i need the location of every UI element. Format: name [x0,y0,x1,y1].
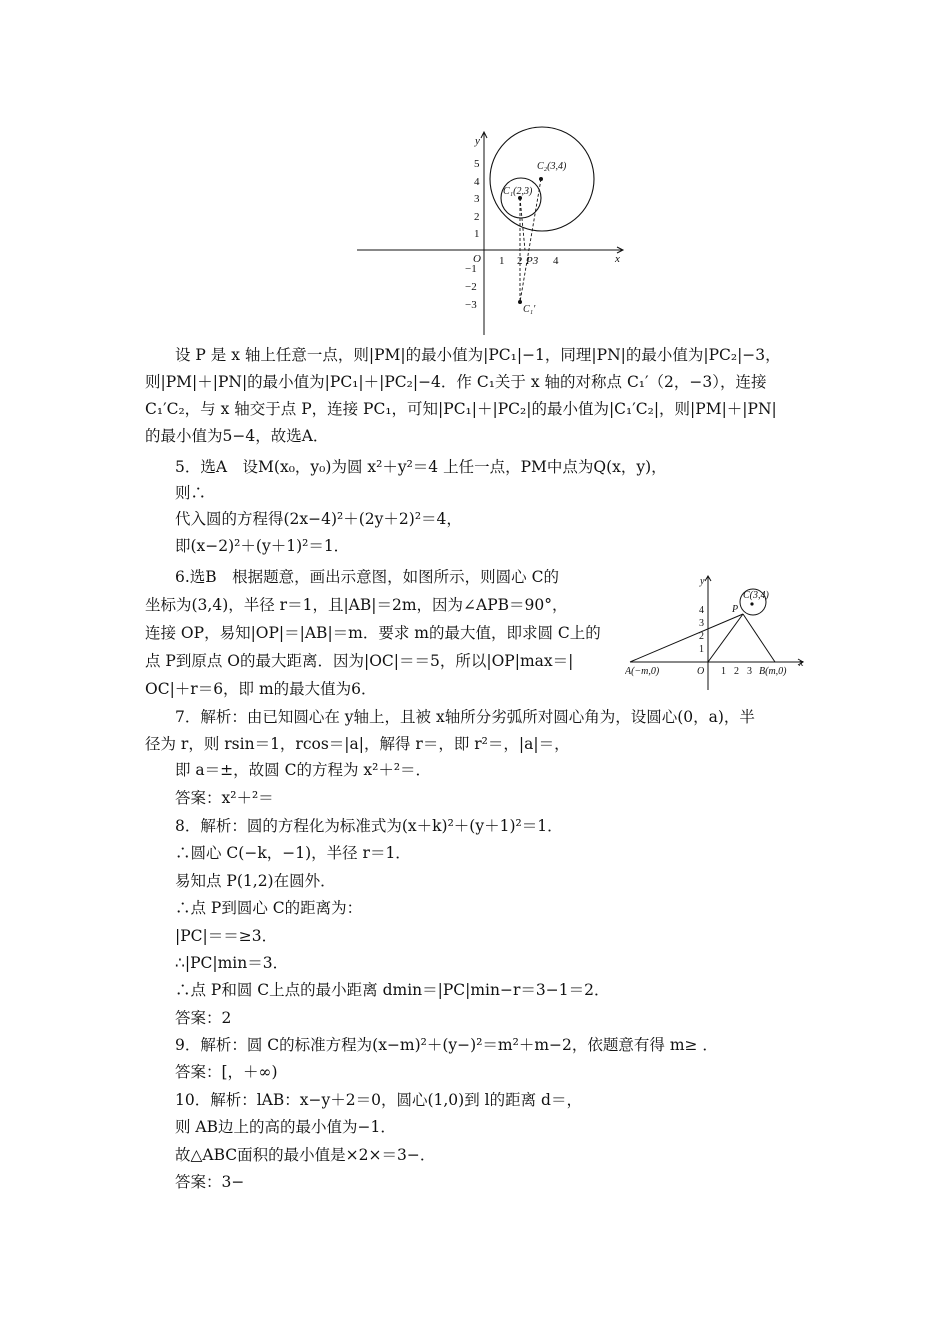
text-line: 的最小值为5−4，故选A． [145,427,329,445]
text-line: 易知点 P(1,2)在圆外． [175,872,336,890]
y-tick: 4 [699,605,704,616]
label-c2: C₂(3,4) [537,161,567,172]
figure-circles-reflection [355,122,630,337]
y-axis-label: y [700,576,705,587]
text-line: 10．解析：lAB：x−y＋2＝0，圆心(1,0)到 l的距离 d＝， [175,1091,582,1109]
text-line: 坐标为(3,4)，半径 r＝1，且|AB|＝2m，因为∠APB＝90°， [145,596,568,614]
text-line: ∴点 P和圆 C上点的最小距离 dmin＝|PC|min−r＝3−1＝2． [175,981,610,999]
y-tick: 4 [474,176,480,188]
label-b: B(m,0) [759,666,787,677]
y-tick: 3 [474,193,480,205]
text-line: ∴圆心 C(−k，−1)，半径 r＝1． [175,844,411,862]
point-c [750,602,753,605]
x-tick: 4 [553,255,559,267]
text-line: |PC|＝＝≥3． [175,927,278,945]
y-tick: −2 [465,281,477,293]
x-tick: 2 [734,666,739,677]
label-c1: C₁(2,3) [503,186,533,197]
text-line: 答案：x²＋²＝ [175,789,274,807]
text-line: 则 AB边上的高的最小值为−1． [175,1118,396,1136]
text-line: 代入圆的方程得(2x−4)²＋(2y＋2)²＝4， [175,510,462,528]
text-line: 连接 OP，易知|OP|＝|AB|＝m．要求 m的最大值，即求圆 C上的 [145,624,601,642]
y-tick: 2 [474,211,480,223]
x-tick: 3 [747,666,752,677]
text-line: 答案：2 [175,1009,232,1027]
text-line: 则∴ [175,484,207,502]
label-a: A(−m,0) [625,666,660,677]
text-line: ∴|PC|min＝3． [175,954,289,972]
x-tick: 1 [499,255,505,267]
x-tick: 2 [517,255,523,267]
text-line: 即 a＝±，故圆 C的方程为 x²＋²＝． [175,761,432,779]
x-axis [630,659,803,665]
text-line: 6.选B 根据题意，画出示意图，如图所示，则圆心 C的 [175,568,559,586]
text-line: 8．解析：圆的方程化为标准式为(x＋k)²＋(y＋1)²＝1． [175,817,563,835]
y-tick: 2 [699,631,704,642]
x-tick: 1 [721,666,726,677]
x-tick-labels [499,255,559,267]
figure-right-angle-circle [625,572,810,692]
text-line: ∴点 P到圆心 C的距离为： [175,899,363,917]
y-tick-labels [465,158,480,311]
x-axis-label: x [615,253,620,265]
dashed-lines [520,179,541,302]
text-line: OC|＋r＝6，即 m的最大值为6． [145,680,377,698]
text-line: 径为 r，则 rsin＝1，rcos＝|a|，解得 r＝，即 r²＝，|a|＝， [145,735,570,753]
text-line: C₁′C₂，与 x 轴交于点 P，连接 PC₁，可知|PC₁|＋|PC₂|的最小值为|C₁′C₂|，则|PM|＋|PN| [145,400,777,418]
text-line: 故△ABC面积的最小值是×2×＝3−． [175,1146,436,1164]
y-axis-label: y [475,135,480,147]
y-tick: 1 [699,644,704,655]
origin-label: O [697,666,705,677]
text-line: 答案：3− [175,1173,245,1191]
y-axis [481,132,487,335]
text-line: 7．解析：由已知圆心在 y轴上，且被 x轴所分劣弧所对圆心角为，设圆心(0，a)，半 [175,708,755,726]
y-tick: −3 [465,299,477,311]
y-tick: −1 [465,263,477,275]
text-line: 9．解析：圆 C的标准方程为(x−m)²＋(y−)²＝m²＋m−2，依题意有得 m≥ ． [175,1036,718,1054]
label-c1-prime: C₁′ [523,304,536,315]
x-axis-label: x [799,658,804,669]
y-axis [705,576,711,690]
label-p: P [732,604,739,615]
label-c: C(3,4) [743,590,769,601]
text-line: 5．选A 设M(x₀，y₀)为圆 x²＋y²＝4 上任一点，PM中点为Q(x，y)， [175,458,667,476]
y-tick: 3 [699,618,704,629]
origin-label: O [473,253,481,265]
y-tick: 5 [474,158,480,170]
text-line: 即(x−2)²＋(y＋1)²＝1． [175,537,350,555]
text-line: 答案：[，＋∞) [175,1063,278,1081]
text-line: 则|PM|＋|PN|的最小值为|PC₁|＋|PC₂|−4．作 C₁关于 x 轴的对称点 C₁′（2，−3），连接 [145,373,767,391]
x-tick: P3 [526,255,539,267]
text-line: 点 P到原点 O的最大距离．因为|OC|＝＝5，所以|OP|max＝| [145,652,574,670]
x-axis [357,247,623,253]
y-tick: 1 [474,228,480,240]
text-line: 设 P 是 x 轴上任意一点，则|PM|的最小值为|PC₁|−1，同理|PN|的最小值为|PC₂|−3， [175,346,781,364]
